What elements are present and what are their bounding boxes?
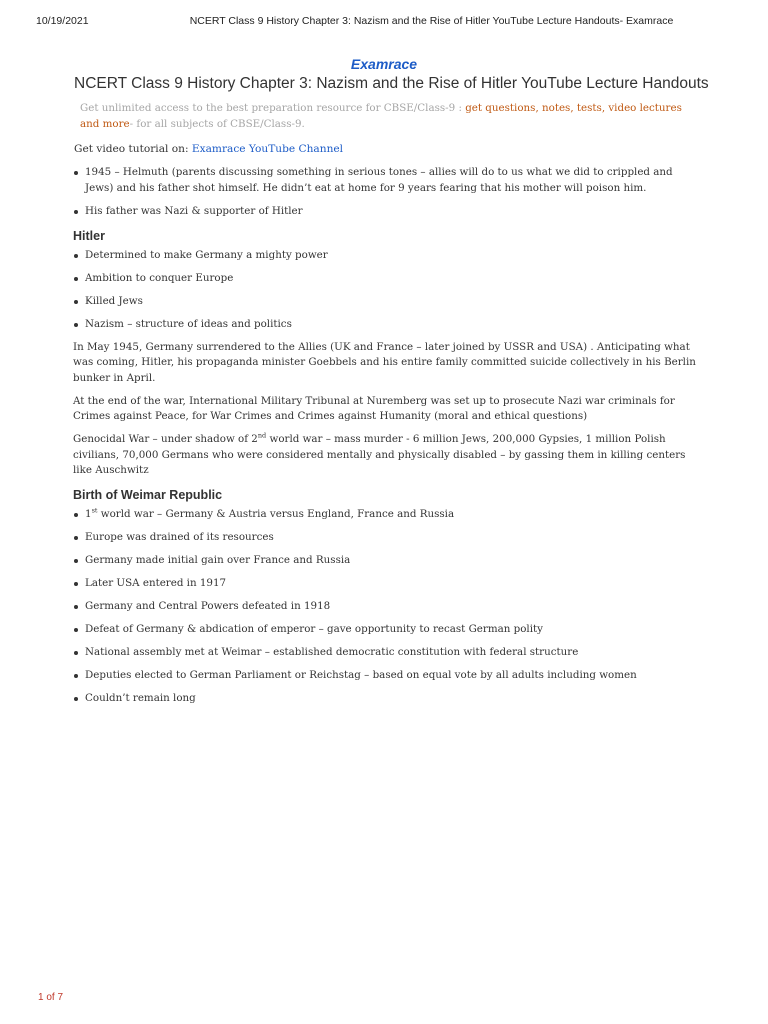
weimar-list (73, 507, 698, 707)
list-item: Nazism – structure of ideas and politics (73, 317, 698, 333)
list-item: Later USA entered in 1917 (73, 576, 698, 592)
promo-text-after: - for all subjects of CBSE/Class-9. (129, 118, 305, 130)
list-item: His father was Nazi & supporter of Hitler (73, 204, 698, 220)
print-date: 10/19/2021 (36, 15, 89, 27)
section-heading-weimar: Birth of Weimar Republic (73, 488, 223, 502)
list-item: 1945 – Helmuth (parents discussing something in serious tones – allies will do to us what we did to crippled and Jews) and his father shot himself. He didn’t eat at home for 9 years fearing that his mother will poison him. (73, 165, 698, 196)
genocide-superscript: nd (257, 431, 267, 440)
paragraph-surrender: In May 1945, Germany surrendered to the Allies (UK and France – later joined by USSR and USA) . Anticipating what was coming, Hitler, his propaganda minister Goebbels and his entire family committed suicide collectively in his Berlin bunker in April. (73, 340, 696, 384)
page-title: NCERT Class 9 History Chapter 3: Nazism and the Rise of Hitler YouTube Lecture Handouts (74, 75, 709, 92)
ww1-text-b: world war – Germany & Austria versus England, France and Russia (97, 508, 455, 520)
list-item: Determined to make Germany a mighty power (73, 248, 698, 264)
promo-text-before: Get unlimited access to the best preparation resource for CBSE/Class-9 : (80, 102, 466, 114)
list-item: Couldn’t remain long (73, 691, 698, 707)
list-item (73, 507, 698, 523)
video-tutorial-line (74, 143, 343, 155)
paragraph-tribunal: At the end of the war, International Military Tribunal at Nuremberg was set up to prosecute Nazi war criminals for Crimes against Peace, for War Crimes and Crimes against Humanity (moral and ethical questions) (73, 394, 675, 422)
list-item: Ambition to conquer Europe (73, 271, 698, 287)
youtube-channel-link[interactable]: Examrace YouTube Channel (191, 143, 344, 155)
article-body (73, 165, 698, 714)
section-heading-hitler: Hitler (73, 228, 105, 243)
ww1-superscript: st (91, 506, 98, 515)
list-item: Germany made initial gain over France and Russia (73, 553, 698, 569)
print-header (0, 15, 768, 31)
list-item: Europe was drained of its resources (73, 530, 698, 546)
list-item: Killed Jews (73, 294, 698, 310)
promo-text (80, 100, 700, 132)
paragraph-genocide (73, 432, 698, 479)
intro-list (73, 165, 698, 219)
brand-name: Examrace (350, 56, 418, 72)
page-counter: 1 of 7 (38, 992, 64, 1003)
list-item: Germany and Central Powers defeated in 1918 (73, 599, 698, 615)
print-document-title: NCERT Class 9 History Chapter 3: Nazism and the Rise of Hitler YouTube Lecture Handouts- Examrace (189, 15, 674, 27)
list-item: Deputies elected to German Parliament or Reichstag – based on equal vote by all adults including women (73, 668, 698, 684)
list-item: Defeat of Germany & abdication of emperor – gave opportunity to recast German polity (73, 622, 698, 638)
genocide-text-b: world war – mass murder - 6 million Jews, 200,000 Gypsies, 1 million Polish civilians, 70,000 Germans who were considered mentally and physically disabled – by gassing them in killing centers like Auschwitz (73, 433, 686, 476)
list-item: National assembly met at Weimar – established democratic constitution with federal structure (73, 645, 698, 661)
promo-link[interactable]: get questions, notes, tests, video lectures and more (80, 102, 682, 130)
hitler-list (73, 248, 698, 333)
genocide-text-a: Genocidal War – under shadow of 2 (73, 433, 258, 445)
video-tutorial-prefix: Get video tutorial on: (74, 143, 192, 155)
ww1-text-a: 1 (85, 508, 92, 520)
